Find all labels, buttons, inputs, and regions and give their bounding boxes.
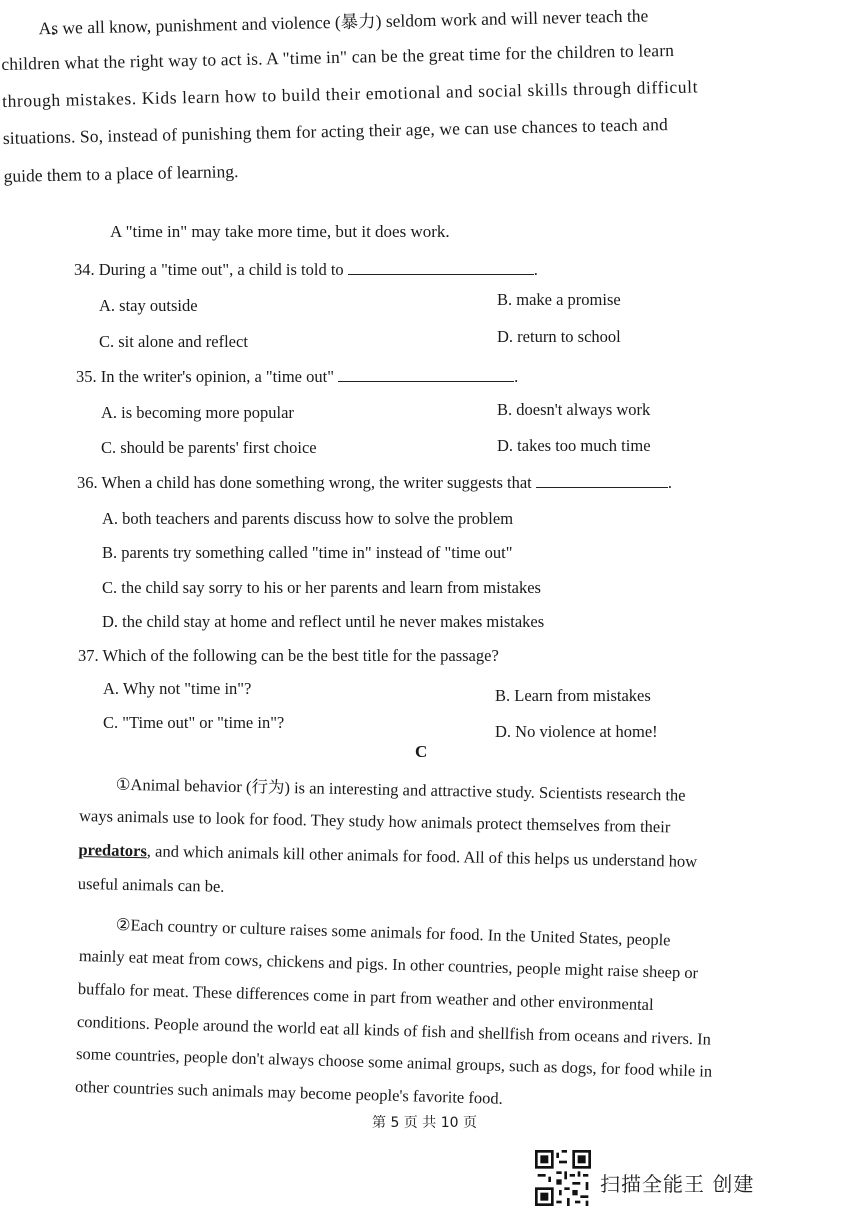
text-line: ①Animal behavior (行为) is an interesting and attractive study. Scientists research the [115,774,686,805]
option-34-b: B. make a promise [497,290,621,309]
text-span: , and which animals kill other animals for food. All of this helps us understand how [146,841,698,871]
section-heading-c: C [415,742,428,761]
text-line: useful animals can be. [77,873,225,896]
question-35 [76,367,518,387]
question-stem: 34. During a "time out", a child is told to [74,260,344,279]
question-stem: 37. Which of the following can be the best title for the passage? [78,646,499,665]
text-line: through mistakes. Kids learn how to build their emotional and social skills through difficult [1,76,699,111]
option-37-c: C. "Time out" or "time in"? [103,713,285,732]
text-line: As we all know, punishment and violence (暴力) seldom work and will never teach the [38,5,649,39]
scanner-watermark: 扫描全能王 创建 [600,1172,755,1196]
text-line: situations. So, instead of punishing them for acting their age, we can use chances to teach and [2,114,669,148]
text-line: guide them to a place of learning. [3,161,239,186]
text-line: conditions. People around the world eat all kinds of fish and shellfish from oceans and rivers. In [76,1011,712,1049]
option-36-a: A. both teachers and parents discuss how to solve the problem [102,509,514,528]
option-36-d: D. the child stay at home and reflect until he never makes mistakes [102,612,545,631]
question-tail: . [667,473,672,492]
answer-blank [348,260,534,275]
option-34-c: C. sit alone and reflect [99,332,248,351]
question-stem: 36. When a child has done something wrong, the writer suggests that [77,473,532,492]
question-37 [78,646,499,666]
question-stem: 35. In the writer's opinion, a "time out" [76,367,334,386]
option-35-c: C. should be parents' first choice [101,438,317,457]
text-line: mainly eat meat from cows, chickens and pigs. In other countries, people might raise sheep or [78,945,699,983]
option-34-d: D. return to school [497,327,621,346]
text-line: other countries such animals may become people's favorite food. [74,1076,504,1108]
option-36-b: B. parents try something called "time in" instead of "time out" [102,543,513,562]
question-tail: . [533,260,538,279]
passage-c-paragraph-2 [74,914,770,1108]
option-34-a: A. stay outside [99,296,198,315]
passage-b-closing: A "time in" may take more time, but it does work. [110,222,450,241]
vocab-word: predators [78,839,148,861]
option-36-c: C. the child say sorry to his or her parents and learn from mistakes [102,578,541,597]
answer-blank [338,367,514,382]
qr-code-icon [535,1150,591,1206]
text-line: ways animals use to look for food. They study how animals protect themselves from their [78,805,671,837]
question-34 [74,260,538,280]
page-number: 第 5 页 共 10 页 [372,1115,477,1131]
text-line: some countries, people don't always choose some animal groups, such as dogs, for food while in [75,1043,713,1081]
passage-c-paragraph-1 [77,770,770,896]
answer-blank [536,473,668,488]
option-35-d: D. takes too much time [497,436,651,455]
text-line [78,840,697,872]
text-line: ②Each country or culture raises some animals for food. In the United States, people [115,915,671,950]
option-35-a: A. is becoming more popular [101,403,294,422]
option-37-a: A. Why not "time in"? [103,679,252,698]
option-35-b: B. doesn't always work [497,400,651,419]
question-36 [77,473,672,493]
text-line: children what the right way to act is. A "time in" can be the great time for the children to learn [1,39,675,74]
question-tail: . [514,367,519,386]
option-37-d: D. No violence at home! [495,722,658,741]
text-line: buffalo for meat. These differences come in part from weather and other environmental [77,978,654,1015]
option-37-b: B. Learn from mistakes [495,686,651,705]
